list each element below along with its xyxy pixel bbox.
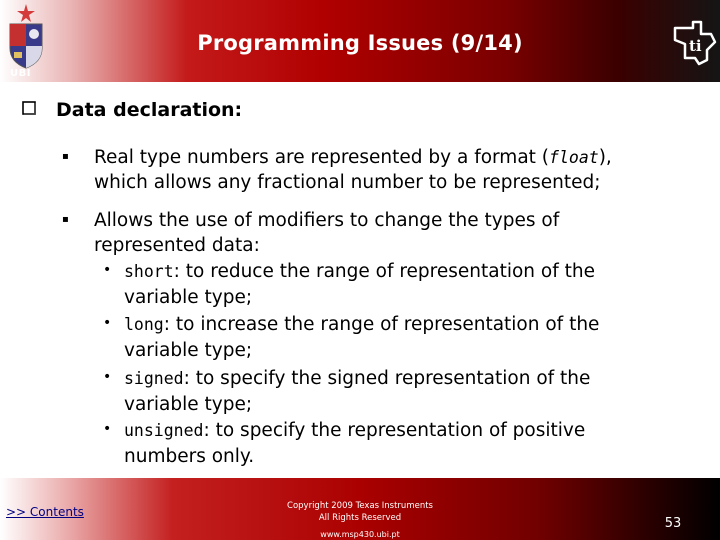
square-bullet-icon: ▪	[62, 151, 69, 162]
sub-item-text: : to reduce the range of representation of the	[173, 261, 595, 282]
sub-list-item	[124, 312, 694, 364]
sub-list-item	[124, 259, 694, 311]
dot-bullet-icon: •	[103, 262, 112, 278]
sub-item-text: : to specify the representation of positive	[203, 420, 586, 441]
checkbox-bullet-icon	[22, 101, 36, 115]
item-text: Real type numbers are represented by a format (	[94, 147, 550, 168]
slide-title: Programming Issues (9/14)	[197, 31, 523, 55]
copyright-notice	[240, 500, 480, 524]
dot-bullet-icon: •	[103, 421, 112, 437]
square-bullet-icon: ▪	[62, 214, 69, 225]
code-keyword: short	[124, 262, 174, 281]
sub-list-item	[124, 366, 694, 418]
sub-list-item	[124, 418, 694, 470]
sub-item-text: numbers only.	[124, 446, 255, 467]
code-float: float	[549, 148, 599, 167]
website-url: www.msp430.ubi.pt	[320, 530, 400, 539]
list-item	[94, 208, 704, 258]
code-keyword: long	[124, 315, 164, 334]
copyright-line: All Rights Reserved	[318, 513, 402, 523]
slide-header	[0, 0, 720, 82]
section-heading: Data declaration:	[56, 99, 243, 121]
item-text: Allows the use of modifiers to change the types of	[94, 210, 560, 231]
institution-label: UBI	[10, 68, 31, 79]
sub-item-text: variable type;	[124, 394, 253, 415]
slide-footer	[0, 478, 720, 540]
page-number: 53	[664, 516, 682, 531]
list-item	[94, 145, 704, 195]
copyright-line: Copyright 2009 Texas Instruments	[287, 501, 433, 511]
contents-link[interactable]: >> Contents	[6, 505, 84, 519]
item-text: which allows any fractional number to be represented;	[94, 172, 601, 193]
code-keyword: signed	[124, 369, 184, 388]
dot-bullet-icon: •	[103, 369, 112, 385]
code-keyword: unsigned	[124, 421, 204, 440]
dot-bullet-icon: •	[103, 315, 112, 331]
ti-logo-icon	[671, 20, 719, 66]
sub-item-text: : to specify the signed representation of the	[183, 368, 591, 389]
item-text: ),	[598, 147, 612, 168]
item-text: represented data:	[94, 235, 260, 256]
sub-item-text: : to increase the range of representation of the	[163, 314, 600, 335]
sub-item-text: variable type;	[124, 340, 253, 361]
sub-item-text: variable type;	[124, 287, 253, 308]
svg-text:ti: ti	[689, 37, 702, 55]
